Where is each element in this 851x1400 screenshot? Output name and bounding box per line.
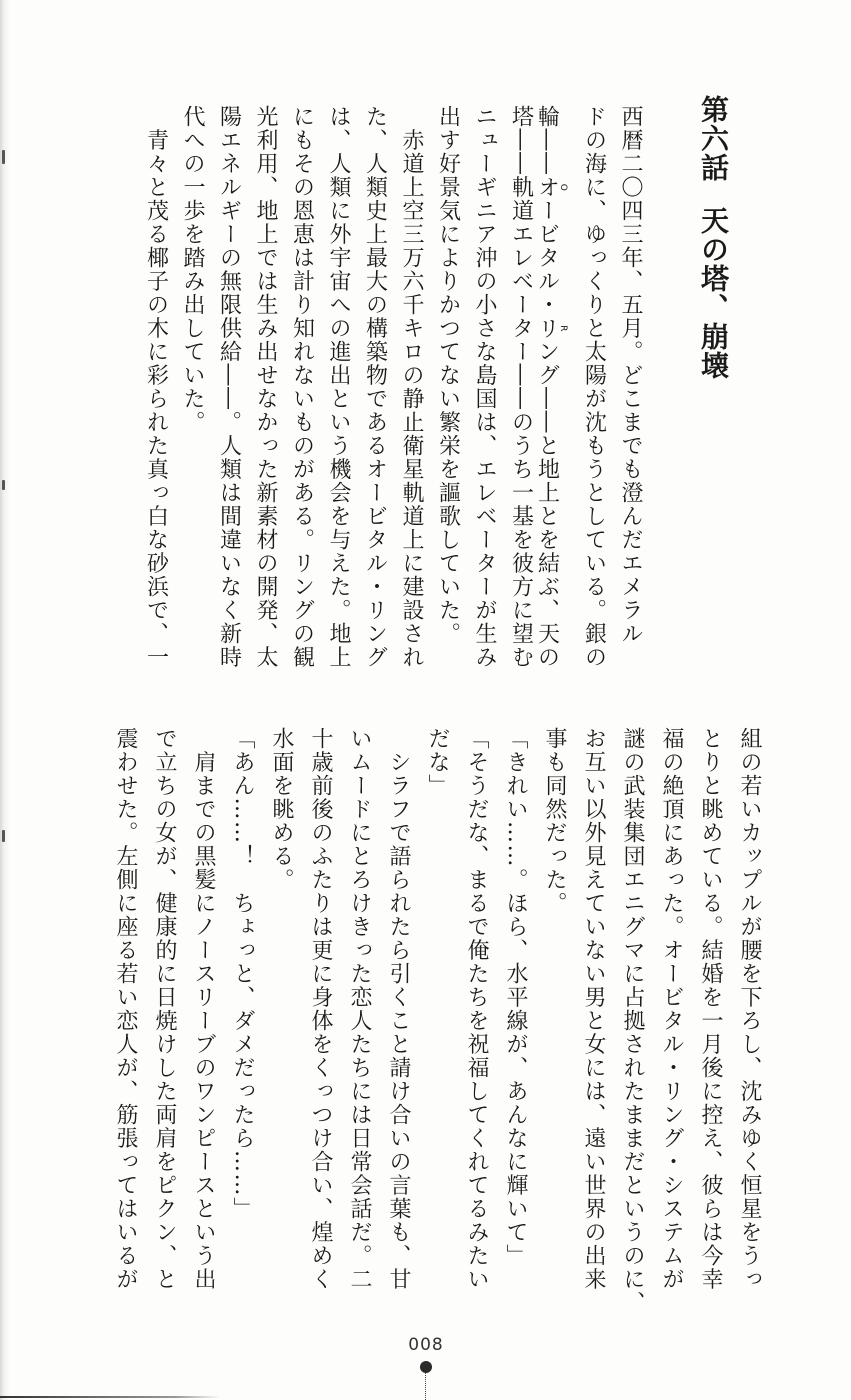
text-column: 「そうだな、まるで俺たちを祝福してくれてるみたい <box>464 727 489 1291</box>
text-column: 事も同然だった。 <box>542 727 567 915</box>
page-dot-ornament <box>420 1361 432 1373</box>
scan-bottom-rule <box>0 1396 220 1398</box>
ruby-annotation: リR <box>534 316 568 340</box>
text-column: だな」 <box>425 727 450 798</box>
text-column: ドの海に、ゆっくりと太陽が沈もうとしている。銀の <box>581 105 607 669</box>
text-column: ニューギニア沖の小さな島国は、エレベーターが生み <box>472 105 497 669</box>
text-column: シラフで語られたら引くこと請け合いの言葉も、甘 <box>386 727 411 1291</box>
text-column: 赤道上空三万六千キロの静止衛星軌道上に建設され <box>399 105 424 669</box>
text-column: にもその恩恵は計り知れないものがある。リングの観 <box>289 105 315 669</box>
text-column: いムードにとろけきった恋人たちには日常会話だ。二 <box>347 727 372 1291</box>
ruby-annotation: オO <box>534 175 568 199</box>
text-column: 肩までの黒髪にノースリーブのワンピースという出 <box>191 727 216 1291</box>
scan-edge <box>0 0 10 1400</box>
text-column: 十歳前後のふたりは更に身体をくっつけ合い、煌めく <box>308 727 333 1291</box>
text-column: 水面を眺める。 <box>269 727 294 892</box>
text-column: 謎の武装集団エニグマに占拠されたままだというのに、 <box>620 727 645 1315</box>
text-column: 組の若いカップルが腰を下ろし、沈みゆく恒星をうっ <box>737 727 762 1291</box>
text-column: た、人類史上最大の構築物であるオービタル・リング <box>362 105 388 669</box>
scan-mark <box>2 150 5 164</box>
scan-mark <box>2 480 5 490</box>
text-column: 塔――軌道エレベーター――のうち一基を彼方に望む <box>508 105 534 669</box>
text-column: 出す好景気によりかつてない繁栄を謳歌していた。 <box>435 105 461 646</box>
text-column: 震わせた。左側に座る若い恋人が、筋張ってはいるが <box>113 727 138 1291</box>
chapter-title <box>693 95 733 380</box>
chapter-number: 第六話 <box>697 95 730 182</box>
scan-mark <box>2 830 5 842</box>
text-column: 西暦二〇四三年、五月。どこまでも澄んだエメラル <box>618 105 643 646</box>
text-column: 代への一歩を踏み出していた。 <box>180 105 205 434</box>
text-column: 「あん……！ ちょっと、ダメだったら……」 <box>230 727 255 1221</box>
text-column: 福の絶頂にあった。オービタル・リング・システムが <box>659 727 684 1291</box>
text-column: 輪――オOービタル・リRング――と地上とを結ぶ、天の <box>534 105 568 669</box>
text-column: 光利用、地上では生み出せなかった新素材の開発、太 <box>253 105 278 669</box>
text-column: お互い以外見えていない男と女には、遠い世界の出来 <box>581 727 606 1291</box>
page-number: 008 <box>408 1335 444 1355</box>
text-column: は、人類に外宇宙への進出という機会を与えた。地上 <box>326 105 351 669</box>
text-column: 「きれい……。ほら、水平線が、あんなに輝いて」 <box>503 727 528 1268</box>
chapter-name: 天の塔、崩壊 <box>697 206 730 380</box>
text-column: 青々と茂る椰子の木に彩られた真っ白な砂浜で、一 <box>143 105 169 669</box>
text-column: とりと眺めている。結婚を一月後に控え、彼らは今幸 <box>698 727 723 1291</box>
text-column: 陽エネルギーの無限供給――。人類は間違いなく新時 <box>216 105 242 669</box>
page-dotted-line <box>425 1373 426 1400</box>
text-column: で立ちの女が、健康的に日焼けした両肩をピクン、と <box>152 727 177 1291</box>
